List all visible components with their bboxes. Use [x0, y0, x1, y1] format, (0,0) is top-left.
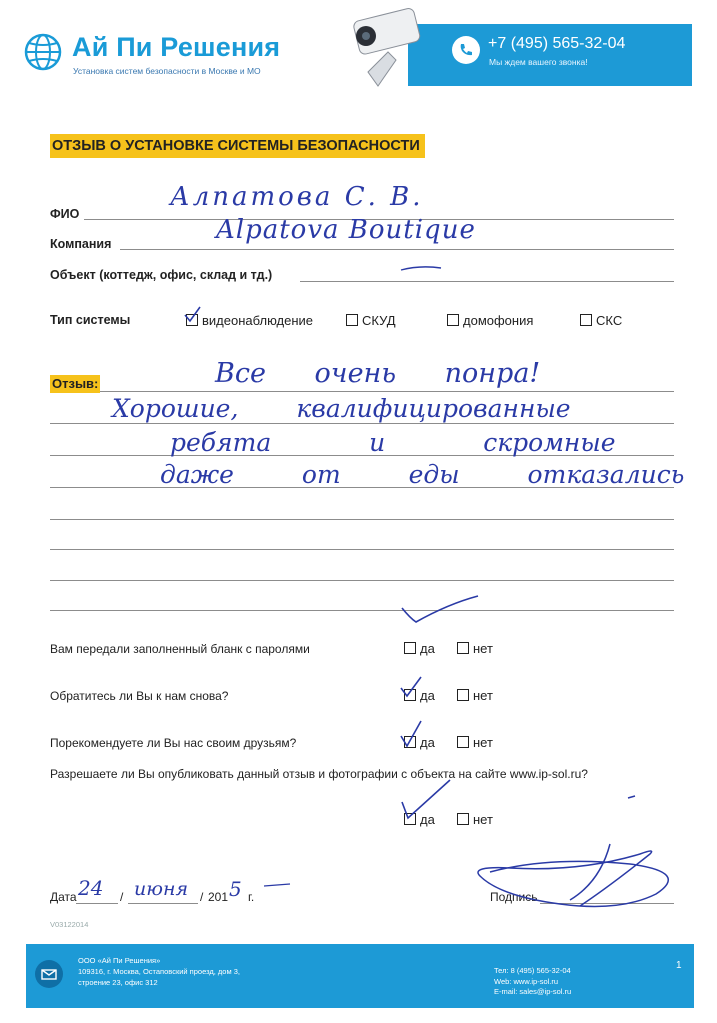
company-label: Компания [50, 237, 112, 251]
answer-no[interactable] [457, 641, 493, 656]
form-title: ОТЗЫВ О УСТАНОВКЕ СИСТЕМЫ БЕЗОПАСНОСТИ [50, 134, 425, 158]
system-option-intercom[interactable] [447, 313, 533, 328]
globe-logo-icon [24, 33, 62, 71]
checkbox-intercom[interactable] [447, 314, 459, 326]
answer-no-label: нет [473, 735, 493, 750]
review-handwritten-line: Хорошие, квалифицированные [112, 394, 571, 423]
system-option-label: видеонаблюдение [202, 313, 314, 328]
review-handwritten-line: ребята и скромные [170, 428, 616, 457]
review-handwritten-line: Все очень понра! [215, 358, 541, 389]
fio-handwritten: Алпатова С. В. [170, 182, 424, 212]
system-option-label: СКС [596, 313, 623, 328]
date-slash: / [200, 890, 204, 904]
footer-address-line: строение 23, офис 312 [78, 978, 158, 987]
answer-no-label: нет [473, 688, 493, 703]
checkmark-icon [182, 305, 202, 325]
phone-icon [452, 36, 480, 64]
fio-label: ФИО [50, 207, 80, 221]
checkbox-yes[interactable] [404, 642, 416, 654]
answer-no[interactable] [457, 812, 493, 827]
system-option-sks[interactable] [580, 313, 622, 328]
footer-address-line: 109316, г. Москва, Остаповский проезд, дом 3, [78, 967, 240, 976]
question-publish: Разрешаете ли Вы опубликовать данный отзыв и фотографии с объекта на сайте www.ip-sol.ru? [50, 767, 588, 781]
footer-tel[interactable]: Тел: 8 (495) 565-32-04 [494, 966, 571, 975]
footer-address [78, 955, 240, 988]
system-option-label: СКУД [362, 313, 396, 328]
review-line [50, 519, 674, 520]
company-handwritten: Alpatova Boutique [216, 215, 476, 245]
header-phone[interactable]: +7 (495) 565-32-04 [488, 35, 626, 52]
object-label: Объект (коттедж, офис, склад и тд.) [50, 268, 273, 282]
object-line [300, 281, 674, 282]
date-slash: / [120, 890, 124, 904]
system-option-skud[interactable] [346, 313, 396, 328]
date-year-digit: 5 [229, 877, 242, 901]
checkmark-icon [398, 674, 424, 700]
date-label: Дата [50, 890, 77, 904]
brand-name: Ай Пи Решения [72, 32, 281, 62]
checkbox-no[interactable] [457, 642, 469, 654]
signature-label: Подпись [490, 890, 538, 904]
header-contact-bar [408, 24, 692, 86]
answer-no-label: нет [473, 641, 493, 656]
review-line [100, 391, 674, 392]
checkbox-skud[interactable] [346, 314, 358, 326]
page-number: 1 [676, 960, 682, 971]
review-handwritten-line: даже от еды отказались [160, 460, 685, 489]
footer-web[interactable]: Web: www.ip-sol.ru [494, 976, 559, 986]
object-dash-mark [398, 262, 444, 274]
footer-contacts [494, 966, 571, 998]
date-year-suffix: г. [248, 890, 255, 904]
footer-company: ООО «Ай Пи Решения» [78, 956, 161, 965]
footer-email[interactable]: E-mail: sales@ip-sol.ru [494, 987, 572, 996]
checkbox-no[interactable] [457, 736, 469, 748]
review-line [50, 580, 674, 581]
answer-yes-label: да [420, 735, 435, 750]
brand-tagline: Установка систем безопасности в Москве и МО [73, 66, 261, 76]
system-option-video[interactable] [186, 313, 313, 328]
review-label: Отзыв: [52, 376, 99, 391]
question-passwords: Вам передали заполненный бланк с паролями [50, 642, 310, 656]
checkmark-icon [398, 718, 424, 750]
answer-no-label: нет [473, 812, 493, 827]
checkbox-no[interactable] [457, 689, 469, 701]
checkbox-no[interactable] [457, 813, 469, 825]
envelope-icon [35, 960, 63, 988]
signature-image [460, 842, 690, 922]
header-phone-note: Мы ждем вашего звонка! [489, 57, 588, 67]
review-line [50, 423, 674, 424]
answer-yes-label: да [420, 812, 435, 827]
form-code: V03122014 [50, 920, 89, 929]
date-month: июня [134, 878, 189, 900]
date-day: 24 [78, 876, 104, 900]
answer-yes-label: да [420, 688, 435, 703]
checkmark-icon [398, 594, 482, 624]
date-year-prefix: 201 [208, 890, 229, 904]
question-return: Обратитесь ли Вы к нам снова? [50, 689, 229, 703]
security-camera-icon [348, 2, 428, 92]
answer-no[interactable] [457, 735, 493, 750]
date-stroke [262, 880, 292, 890]
answer-yes[interactable] [404, 641, 435, 656]
checkmark-icon [398, 778, 454, 824]
review-line [50, 549, 674, 550]
system-option-label: домофония [463, 313, 534, 328]
system-type-label: Тип системы [50, 313, 131, 327]
date-month-line [128, 903, 198, 904]
answer-no[interactable] [457, 688, 493, 703]
answer-yes-label: да [420, 641, 435, 656]
date-day-line [76, 903, 118, 904]
review-line [50, 610, 674, 611]
checkbox-sks[interactable] [580, 314, 592, 326]
question-recommend: Порекомендуете ли Вы нас своим друзьям? [50, 736, 297, 750]
ink-dot [626, 792, 638, 802]
company-line [120, 249, 674, 250]
